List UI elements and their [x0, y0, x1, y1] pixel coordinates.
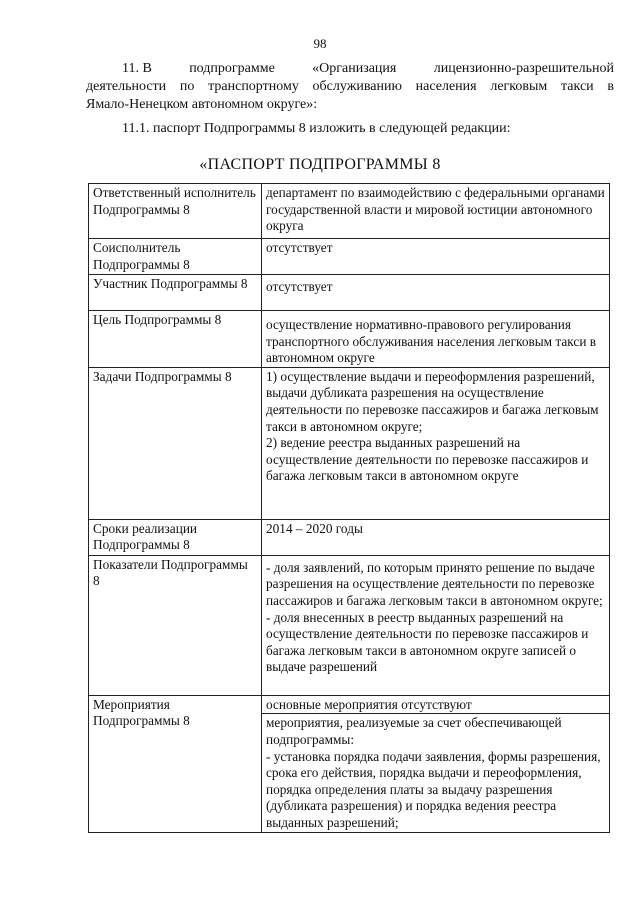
row-value: отсутствует: [262, 275, 610, 311]
page-number: 98: [313, 36, 327, 51]
row-label: Задачи Подпрограммы 8: [89, 367, 262, 519]
row-label: Ответственный исполнитель Подпрограммы 8: [89, 184, 262, 239]
intro-line-2: деятельности по транспортному обслуживанию населения легковым такси в: [86, 79, 614, 94]
table-row: [89, 239, 610, 275]
table-row: [89, 184, 610, 239]
intro-word: 11. В: [122, 61, 152, 76]
passport-table: [88, 183, 610, 833]
table-row: [89, 367, 610, 519]
activity-item: основные мероприятия отсутствуют: [266, 696, 472, 712]
table-row: [89, 311, 610, 368]
row-value: [262, 367, 610, 519]
indicator-item: - доля заявлений, по которым принято решение по выдаче разрешения на осуществление деятельности по перевозке пассажиров и багажа легковым такси в автономном округе;: [266, 559, 603, 608]
row-value: осуществление нормативно-правового регулирования транспортного обслуживания населения легковым такси в автономном округе: [262, 311, 610, 368]
table-row: [89, 275, 610, 311]
activity-item: мероприятия, реализуемые за счет обеспечивающей подпрограммы:: [266, 715, 562, 747]
row-label: Сроки реализации Подпрограммы 8: [89, 519, 262, 555]
row-label: Участник Подпрограммы 8: [89, 275, 262, 311]
intro-line-4: 11.1. паспорт Подпрограммы 8 изложить в следующей редакции:: [122, 121, 511, 136]
document-title: «ПАСПОРТ ПОДПРОГРАММЫ 8: [199, 156, 441, 173]
intro-line-3: Ямало-Ненецком автономном округе»:: [86, 97, 318, 112]
activity-item: - установка порядка подачи заявления, формы разрешения, срока его действия, порядка выдачи и переоформления, порядка определения платы за выдачу разрешения (дубликата разрешения) и порядка ведения реестра выданных разрешений;: [266, 748, 601, 830]
task-item: 2) ведение реестра выданных разрешений на осуществление деятельности по перевозке пассажиров и багажа легковым такси в автономном округе: [266, 435, 589, 484]
table-row: [89, 555, 610, 695]
row-value: департамент по взаимодействию с федеральными органами государственной власти и мировой юстиции автономного округа: [262, 184, 610, 239]
table-row: [89, 695, 610, 832]
intro-word: лицензионно-разрешительной: [433, 61, 614, 76]
table-row: [89, 519, 610, 555]
intro-word: подпрограмме: [189, 61, 275, 76]
activity-subcell: [262, 713, 609, 831]
task-item: 1) осуществление выдачи и переоформления разрешений, выдачи дубликата разрешения на осуществление деятельности по перевозке пассажиров и багажа легковым такси в автономном округе;: [266, 368, 599, 434]
indicator-item: - доля внесенных в реестр выданных разрешений на осуществление деятельности по перевозке пассажиров и багажа легковым такси в автономном округе записей о выдаче разрешений: [266, 609, 589, 675]
row-label: Мероприятия Подпрограммы 8: [89, 695, 262, 832]
row-label: Цель Подпрограммы 8: [89, 311, 262, 368]
row-value: 2014 – 2020 годы: [262, 519, 610, 555]
row-label: Показатели Подпрограммы 8: [89, 555, 262, 695]
row-value: [262, 555, 610, 695]
row-label: Соисполнитель Подпрограммы 8: [89, 239, 262, 275]
row-value: отсутствует: [262, 239, 610, 275]
row-value: [262, 695, 610, 832]
intro-word: «Организация: [312, 61, 397, 76]
intro-line-1: [86, 60, 614, 77]
